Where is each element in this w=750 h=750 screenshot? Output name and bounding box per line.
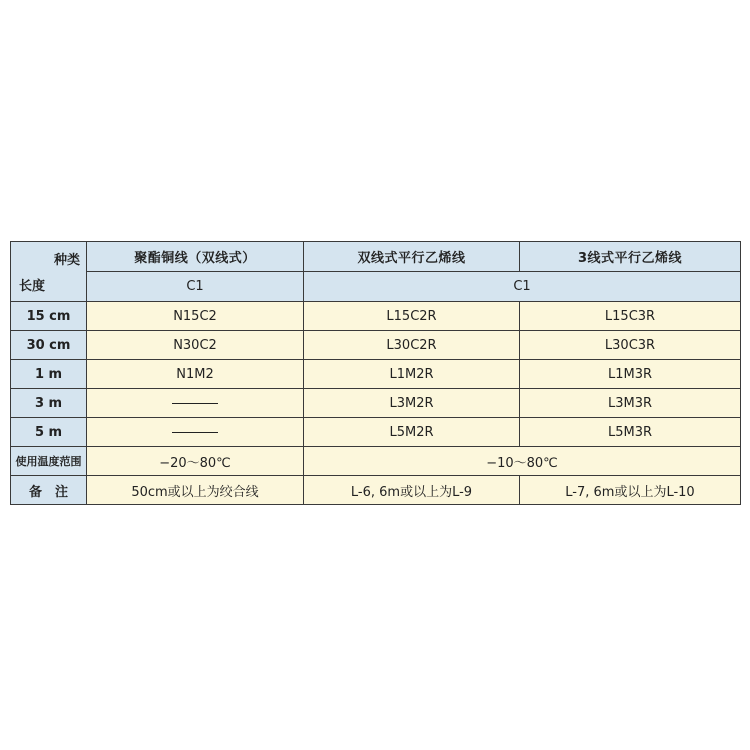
- temperature-vinyl: −10～80℃: [304, 447, 741, 476]
- cell-2wire: L3M2R: [304, 389, 520, 418]
- series-row: [11, 272, 741, 302]
- cell-polyester: N30C2: [87, 331, 304, 360]
- table-row: [11, 331, 741, 360]
- temperature-polyester: −20～80℃: [87, 447, 304, 476]
- cell-3wire: L3M3R: [520, 389, 741, 418]
- table-row: [11, 418, 741, 447]
- table-row: [11, 302, 741, 331]
- row-length-label: 1 m: [11, 360, 87, 389]
- note-3wire: L-7, 6m或以上为L-10: [520, 476, 741, 505]
- row-length-label: 15 cm: [11, 302, 87, 331]
- table-row: [11, 389, 741, 418]
- row-length-label: 5 m: [11, 418, 87, 447]
- dash-mark: [172, 432, 218, 433]
- note-2wire: L-6, 6m或以上为L-9: [304, 476, 520, 505]
- corner-length-label: 长度: [19, 279, 46, 294]
- row-length-label: 3 m: [11, 389, 87, 418]
- header-row: [11, 242, 741, 272]
- cell-3wire: L30C3R: [520, 331, 741, 360]
- cell-polyester: N15C2: [87, 302, 304, 331]
- column-header-2wire: 双线式平行乙烯线: [304, 242, 520, 272]
- cell-3wire: L15C3R: [520, 302, 741, 331]
- column-header-3wire: 3线式平行乙烯线: [520, 242, 741, 272]
- column-header-polyester: 聚酯铜线（双线式）: [87, 242, 304, 272]
- temperature-label: 使用温度范围: [11, 447, 87, 476]
- cell-2wire: L15C2R: [304, 302, 520, 331]
- series-code-vinyl: C1: [304, 272, 741, 302]
- cell-3wire: L5M3R: [520, 418, 741, 447]
- row-length-label: 30 cm: [11, 331, 87, 360]
- cell-3wire: L1M3R: [520, 360, 741, 389]
- corner-cell: [11, 242, 87, 302]
- note-row: [11, 476, 741, 505]
- cell-polyester-none: [87, 389, 304, 418]
- temperature-row: [11, 447, 741, 476]
- dash-mark: [172, 403, 218, 404]
- table-row: [11, 360, 741, 389]
- cell-polyester: N1M2: [87, 360, 304, 389]
- cell-2wire: L1M2R: [304, 360, 520, 389]
- cell-polyester-none: [87, 418, 304, 447]
- spec-table: [10, 241, 741, 505]
- note-label: 备 注: [11, 476, 87, 505]
- corner-type-label: 种类: [53, 253, 80, 268]
- cell-2wire: L30C2R: [304, 331, 520, 360]
- series-code-polyester: C1: [87, 272, 304, 302]
- note-polyester: 50cm或以上为绞合线: [87, 476, 304, 505]
- cell-2wire: L5M2R: [304, 418, 520, 447]
